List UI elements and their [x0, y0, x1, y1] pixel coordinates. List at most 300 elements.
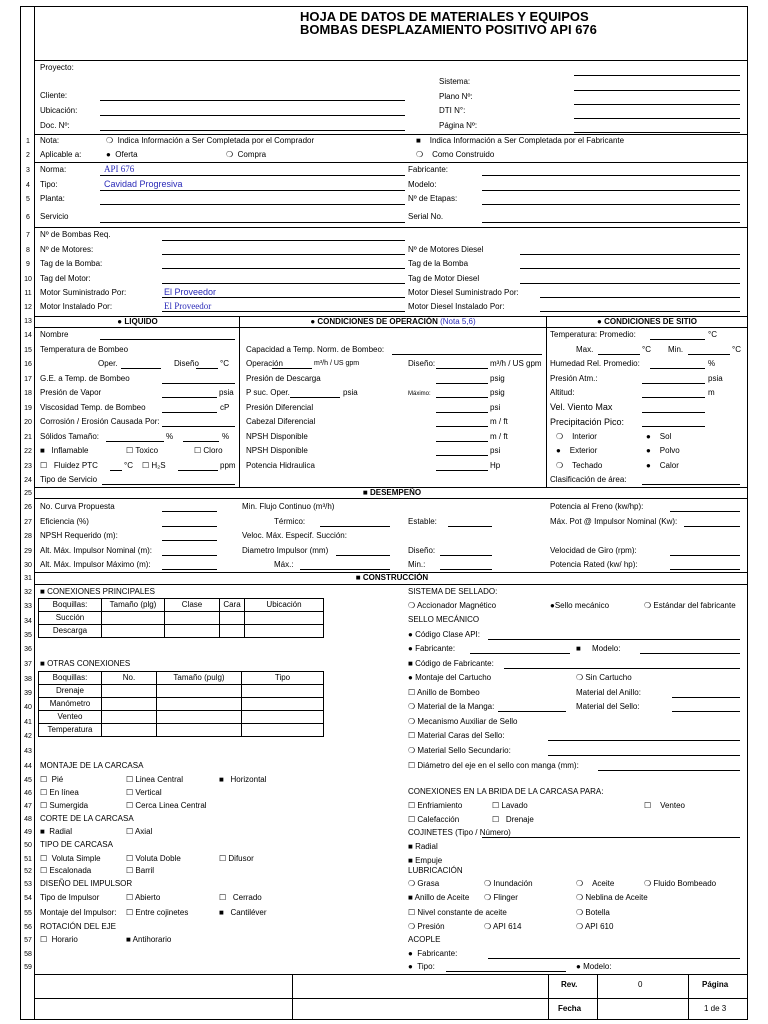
diametro-field[interactable] — [598, 770, 740, 771]
open-circle-icon: ❍ — [408, 922, 416, 931]
linea-central-option[interactable]: ☐ Linea Central — [126, 775, 183, 784]
table-cell[interactable] — [242, 685, 324, 698]
npsh-label: NPSH Disponible — [246, 432, 308, 441]
venteo-option[interactable]: ☐ Venteo — [644, 801, 685, 810]
filled-circle-icon: ● — [646, 446, 651, 455]
modelo-sello-field[interactable] — [640, 653, 740, 654]
table-cell[interactable] — [245, 625, 324, 638]
en-linea-option[interactable]: ☐ En línea — [40, 788, 79, 797]
open-circle-icon: ❍ — [644, 879, 652, 888]
degc-unit-3: °C — [708, 330, 717, 339]
cerca-option[interactable]: ☐ Cerca Linea Central — [126, 801, 207, 810]
filled-square-icon: ■ — [408, 893, 413, 902]
lavado-option[interactable]: ☐ Lavado — [492, 801, 528, 810]
table-cell[interactable] — [157, 685, 242, 698]
escalonada-option[interactable]: ☐ Escalonada — [40, 866, 92, 875]
fabricante-field[interactable] — [482, 175, 740, 176]
table-cell[interactable] — [102, 711, 157, 724]
line-number: 1 — [26, 138, 30, 145]
termico-field[interactable] — [320, 526, 390, 527]
precip-field[interactable] — [642, 426, 705, 427]
motor-sum-label: Motor Suministrado Por: — [40, 288, 127, 297]
table-cell[interactable] — [220, 612, 245, 625]
min-label: Min. — [668, 345, 684, 354]
tag-motor-diesel-label: Tag de Motor Diesel — [408, 274, 480, 283]
diseno-op-field[interactable] — [436, 368, 488, 369]
construido-option[interactable]: ❍ Como Construido — [416, 150, 495, 159]
checkbox-icon: ☐ — [40, 801, 48, 810]
enfriamiento-option[interactable]: ☐ Enfriamiento — [408, 801, 463, 810]
table-cell[interactable] — [157, 698, 242, 711]
pct-unit-2: % — [222, 432, 230, 441]
table-cell[interactable] — [102, 685, 157, 698]
line-number: 42 — [24, 733, 32, 740]
modelo-label: Modelo: — [408, 180, 437, 189]
pct-unit-3: % — [708, 359, 716, 368]
codigo-clase-field[interactable] — [488, 639, 740, 640]
patm-field[interactable] — [642, 383, 705, 384]
acople-label: ACOPLE — [408, 935, 441, 944]
line-number: 35 — [24, 632, 32, 639]
voluta-simple-option[interactable]: ☐ Voluta Simple — [40, 854, 101, 863]
checkbox-icon: ☐ — [408, 801, 416, 810]
table-cell[interactable] — [245, 612, 324, 625]
tag-motor-field[interactable] — [162, 283, 405, 284]
npshr-field[interactable] — [162, 540, 217, 541]
diseno-des-field[interactable] — [440, 555, 492, 556]
checkbox-icon: ☐ — [126, 866, 134, 875]
line-number: 15 — [24, 347, 32, 354]
capacidad-field[interactable] — [392, 354, 542, 355]
pdesc-label: Presión de Descarga — [246, 374, 321, 383]
norma-value[interactable]: API 676 — [104, 164, 135, 174]
temp-sitio-label: Temperatura: Promedio: — [550, 330, 636, 339]
cerrado-option[interactable]: ☐ Cerrado — [219, 893, 262, 902]
table-row — [39, 625, 324, 638]
cod-fab-field[interactable] — [504, 668, 740, 669]
calor-option[interactable]: ● Calor — [646, 461, 679, 470]
corr-field[interactable] — [162, 426, 235, 427]
mft-unit-2: m / ft — [490, 432, 508, 441]
techado-option[interactable]: ❍ Techado — [556, 461, 603, 470]
cp-unit: cP — [220, 403, 230, 412]
doc-label: Doc. Nº: — [40, 121, 70, 130]
temp-sitio-field[interactable] — [650, 339, 705, 340]
neblina-option[interactable]: ❍ Neblina de Aceite — [576, 893, 648, 902]
col-header: Boquillas: — [39, 599, 102, 612]
secundario-option[interactable]: ❍ Material Sello Secundario: — [408, 746, 511, 755]
checkbox-icon: ☐ — [40, 775, 48, 784]
tipo-value[interactable]: Cavidad Progresiva — [104, 179, 183, 189]
solidos-field-2[interactable] — [183, 441, 219, 442]
min-des-field[interactable] — [440, 569, 492, 570]
line-number: 34 — [24, 618, 32, 625]
etapas-field[interactable] — [482, 204, 740, 205]
alt-nom-label: Alt. Máx. Impulsor Nominal (m): — [40, 546, 153, 555]
tag-bomba-field[interactable] — [162, 268, 405, 269]
cabezal-field[interactable] — [436, 426, 488, 427]
psia-unit: psia — [219, 388, 234, 397]
pct-unit: % — [166, 432, 174, 441]
npsh-field[interactable] — [436, 441, 488, 442]
flinger-option[interactable]: ❍ Flinger — [484, 893, 518, 902]
cliente-label: Cliente: — [40, 91, 68, 100]
horizontal-option[interactable]: ■ Horizontal — [219, 775, 267, 784]
inflamable-option[interactable]: ■ Inflamable — [40, 446, 89, 455]
checkbox-icon: ☐ — [492, 801, 500, 810]
diseno-des-label: Diseño: — [408, 546, 436, 555]
capacidad-label: Capacidad a Temp. Norm. de Bombeo: — [246, 345, 385, 354]
filled-circle-icon: ● — [646, 432, 651, 441]
cantilever-option[interactable]: ■ Cantiléver — [219, 908, 267, 917]
page-count: 1 de 3 — [704, 1004, 727, 1013]
checkbox-icon: ☐ — [40, 866, 48, 875]
line-number: 29 — [24, 548, 32, 555]
checkbox-icon: ☐ — [126, 788, 134, 797]
antihorario-option[interactable]: ■ Antihorario — [126, 935, 172, 944]
line-number: 55 — [24, 910, 32, 917]
hp-unit: Hp — [490, 461, 501, 470]
polvo-option[interactable]: ● Polvo — [646, 446, 680, 455]
psig-unit-2: psig — [490, 388, 505, 397]
checkbox-icon: ☐ — [194, 446, 202, 455]
sin-cart-option[interactable]: ❍ Sin Cartucho — [576, 673, 632, 682]
cojinetes-label: COJINETES (Tipo / Número) — [408, 828, 511, 837]
entre-option[interactable]: ☐ Entre cojinetes — [126, 908, 189, 917]
line-number: 43 — [24, 748, 32, 755]
horario-option[interactable]: ☐ Horario — [40, 935, 78, 944]
oferta-option[interactable]: ● Oferta — [106, 150, 138, 159]
sol-option[interactable]: ● Sol — [646, 432, 672, 441]
fabricante-sello-label: ● Fabricante: — [408, 644, 456, 653]
fluido-option[interactable]: ❍ Fluido Bombeado — [644, 879, 717, 888]
fluidez-option[interactable]: ☐ Fluidez PTC — [40, 461, 98, 470]
modelo-field[interactable] — [482, 190, 740, 191]
col-header: Tipo — [242, 672, 324, 685]
proyecto-label: Proyecto: — [40, 63, 74, 72]
planta-label: Planta: — [40, 194, 65, 203]
voluta-doble-option[interactable]: ☐ Voluta Doble — [126, 854, 181, 863]
col-header: No. — [102, 672, 157, 685]
pvap-field[interactable] — [162, 397, 217, 398]
pot-freno-field[interactable] — [670, 511, 740, 512]
vertical-option[interactable]: ☐ Vertical — [126, 788, 162, 797]
motor-inst-label: Motor Instalado Por: — [40, 302, 113, 311]
efic-label: Eficiencia (%) — [40, 517, 89, 526]
drenaje-option[interactable]: ☐ Drenaje — [492, 815, 534, 824]
checkbox-icon: ☐ — [40, 788, 48, 797]
filled-square-icon: ■ — [408, 856, 413, 865]
viento-field[interactable] — [642, 412, 705, 413]
hum-label: Humedad Rel. Promedio: — [550, 359, 640, 368]
table-header-row — [39, 599, 324, 612]
fab2-label: ● Fabricante: — [408, 949, 458, 958]
open-circle-icon: ❍ — [226, 150, 234, 159]
pot-label: Potencia Hidraulica — [246, 461, 315, 470]
npsh2-field[interactable] — [436, 455, 488, 456]
diam-field[interactable] — [336, 555, 390, 556]
table-cell[interactable] — [102, 698, 157, 711]
pdesc-field[interactable] — [436, 383, 488, 384]
aceite-option[interactable]: ❍ Aceite — [576, 879, 615, 888]
footer-col — [688, 974, 689, 1020]
giro-field[interactable] — [670, 555, 740, 556]
h2s-field[interactable] — [178, 470, 218, 471]
section-construccion: ■ CONSTRUCCIÓN — [355, 573, 429, 582]
estandar-option[interactable]: ❍ Estándar del fabricante — [644, 601, 736, 610]
alt-field[interactable] — [642, 397, 705, 398]
checkbox-icon: ☐ — [126, 908, 134, 917]
motor-inst-value[interactable]: El Proveedor — [164, 301, 212, 311]
checkbox-icon: ☐ — [126, 446, 134, 455]
tipo-label: Tipo: — [40, 180, 58, 189]
row-label: Venteo — [39, 711, 102, 724]
alt-nom-field[interactable] — [162, 555, 217, 556]
line-number: 41 — [24, 719, 32, 726]
planta-field[interactable] — [100, 204, 405, 205]
mat-sello-label: Material del Sello: — [576, 702, 640, 711]
table-cell[interactable] — [220, 625, 245, 638]
line-number: 6 — [26, 214, 30, 221]
line-number: 52 — [24, 868, 32, 875]
pie-option[interactable]: ☐ Pié — [40, 775, 64, 784]
filled-square-icon: ■ — [219, 908, 224, 917]
dti-label: DTI N°: — [439, 106, 466, 115]
checkbox-icon: ☐ — [644, 801, 652, 810]
line-number: 44 — [24, 763, 32, 770]
motores-field[interactable] — [162, 254, 405, 255]
bombas-label: Nº de Bombas Req. — [40, 230, 111, 239]
api614-option[interactable]: ❍ API 614 — [484, 922, 522, 931]
fabricante-sello-field[interactable] — [470, 653, 570, 654]
ge-label: G.E. a Temp. de Bombeo — [40, 374, 130, 383]
mat-sello-field[interactable] — [672, 711, 740, 712]
motor-sum-value[interactable]: El Proveedor — [164, 287, 217, 297]
visc-field[interactable] — [162, 412, 217, 413]
sumergida-option[interactable]: ☐ Sumergida — [40, 801, 89, 810]
radial-coj-option[interactable]: ■ Radial — [408, 842, 438, 851]
clasif-label: Clasificación de área: — [550, 475, 627, 484]
plano-field[interactable] — [574, 104, 740, 105]
open-circle-icon: ❍ — [408, 746, 416, 755]
filled-circle-icon: ● — [550, 601, 555, 610]
pdif-label: Presión Diferencial — [246, 403, 314, 412]
filled-square-icon: ■ — [40, 827, 45, 836]
dti-field[interactable] — [574, 118, 740, 119]
clasif-field[interactable] — [642, 484, 740, 485]
col-header: Tamaño (plg) — [102, 599, 165, 612]
max-field[interactable] — [598, 354, 640, 355]
mat-anillo-field[interactable] — [672, 697, 740, 698]
open-circle-icon: ❍ — [106, 136, 114, 145]
curva-field[interactable] — [162, 511, 217, 512]
mat-manga-option[interactable]: ❍ Material de la Manga: — [408, 702, 495, 711]
min-field[interactable] — [688, 354, 730, 355]
interior-option[interactable]: ❍ Interior — [556, 432, 597, 441]
table-cell[interactable] — [157, 711, 242, 724]
conex-princ-label: ■ CONEXIONES PRINCIPALES — [40, 587, 155, 596]
open-circle-icon: ❍ — [408, 601, 416, 610]
empuje-option[interactable]: ■ Empuje — [408, 856, 443, 865]
open-circle-icon: ❍ — [484, 893, 492, 902]
degc-unit-5: °C — [732, 345, 741, 354]
table-cell[interactable] — [165, 612, 220, 625]
fab2-field[interactable] — [488, 958, 740, 959]
table-row — [39, 724, 324, 737]
checkbox-icon: ☐ — [408, 688, 416, 697]
calefaccion-option[interactable]: ☐ Calefacción — [408, 815, 460, 824]
anillo-option[interactable]: ☐ Anillo de Bombeo — [408, 688, 480, 697]
visc-label: Viscosidad Temp. de Bombeo — [40, 403, 146, 412]
botella-option[interactable]: ❍ Botella — [576, 908, 610, 917]
corr-label: Corrosión / Erosión Causada Por: — [40, 417, 160, 426]
motores-diesel-field[interactable] — [520, 254, 740, 255]
caras-field[interactable] — [548, 740, 740, 741]
pvap-label: Presión de Vapor — [40, 388, 102, 397]
nivel-option[interactable]: ☐ Nivel constante de aceite — [408, 908, 507, 917]
hum-field[interactable] — [650, 368, 705, 369]
maximo-field[interactable] — [436, 397, 488, 398]
sistema-field-top[interactable] — [574, 75, 740, 76]
diseno-imp-label: DISEÑO DEL IMPULSOR — [40, 879, 133, 888]
diesel-inst-field[interactable] — [540, 311, 740, 312]
patm-label: Presión Atm.: — [550, 374, 598, 383]
operacion-field[interactable] — [272, 368, 312, 369]
montaje-cart-option[interactable]: ● Montaje del Cartucho — [408, 673, 492, 682]
accionador-option[interactable]: ❍ Accionador Magnético — [408, 601, 497, 610]
mat-manga-field[interactable] — [498, 711, 566, 712]
otras-conex-label: ■ OTRAS CONEXIONES — [40, 659, 131, 668]
diametro-option[interactable]: ☐ Diámetro del eje en el sello con manga (mm): — [408, 761, 579, 770]
table-cell[interactable] — [242, 711, 324, 724]
line-number: 54 — [24, 895, 32, 902]
table-cell[interactable] — [242, 698, 324, 711]
max-des-label: Máx.: — [274, 560, 294, 569]
pot-field[interactable] — [436, 470, 488, 471]
line-number: 21 — [24, 434, 32, 441]
psuc-label: P suc. Oper. — [246, 388, 290, 397]
abierto-option[interactable]: ☐ Abierto — [126, 893, 161, 902]
col-header: Cara — [220, 599, 245, 612]
bombas-field[interactable] — [162, 240, 405, 241]
anillo-aceite-option[interactable]: ■ Anillo de Aceite — [408, 893, 470, 902]
filled-circle-icon: ● — [556, 446, 561, 455]
max-pot-field[interactable] — [684, 526, 740, 527]
presion-option[interactable]: ❍ Presión — [408, 922, 445, 931]
oper-field[interactable] — [121, 368, 161, 369]
estable-field[interactable] — [448, 526, 492, 527]
line-number: 37 — [24, 661, 32, 668]
ubicacion-field[interactable] — [100, 115, 405, 116]
filled-circle-icon: ● — [408, 949, 413, 958]
servicio-field[interactable] — [100, 222, 405, 223]
diseno-op-label: Diseño: — [408, 359, 436, 368]
table-cell[interactable] — [242, 724, 324, 737]
difusor-option[interactable]: ☐ Difusor — [219, 854, 254, 863]
barril-option[interactable]: ☐ Barril — [126, 866, 155, 875]
table-row — [39, 711, 324, 724]
montaje-label: MONTAJE DE LA CARCASA — [40, 761, 144, 770]
filled-square-icon: ■ — [40, 446, 45, 455]
secundario-field[interactable] — [548, 755, 740, 756]
exterior-option[interactable]: ● Exterior — [556, 446, 598, 455]
caras-option[interactable]: ☐ Material Caras del Sello: — [408, 731, 505, 740]
inundacion-option[interactable]: ❍ Inundación — [484, 879, 533, 888]
m3h-unit: m³/h / US gpm — [314, 360, 360, 367]
m-unit: m — [708, 388, 715, 397]
h2s-option[interactable]: ☐ H₂S — [142, 461, 166, 470]
psuc-field[interactable] — [290, 397, 340, 398]
pot-freno-label: Potencia al Freno (kw/hp): — [550, 502, 644, 511]
open-circle-icon: ❍ — [484, 879, 492, 888]
checkbox-icon: ☐ — [408, 815, 416, 824]
ge-field[interactable] — [162, 383, 235, 384]
divider — [34, 974, 748, 975]
corte-label: CORTE DE LA CARCASA — [40, 814, 134, 823]
serial-field[interactable] — [482, 222, 740, 223]
line-number: 33 — [24, 603, 32, 610]
table-cell[interactable] — [165, 625, 220, 638]
radial-option[interactable]: ■ Radial — [40, 827, 72, 836]
grasa-option[interactable]: ❍ Grasa — [408, 879, 440, 888]
tipo-acople-field[interactable] — [446, 971, 566, 972]
axial-option[interactable]: ☐ Axial — [126, 827, 153, 836]
motor-sum-field — [162, 297, 405, 298]
divider — [34, 327, 748, 328]
table-cell[interactable] — [102, 724, 157, 737]
cloro-option[interactable]: ☐ Cloro — [194, 446, 223, 455]
cojinetes-field[interactable] — [482, 837, 740, 838]
pdif-field[interactable] — [436, 412, 488, 413]
fluidez-field[interactable] — [110, 470, 122, 471]
npsh2-label: NPSH Disponible — [246, 446, 308, 455]
line-number: 12 — [24, 304, 32, 311]
efic-field[interactable] — [162, 526, 217, 527]
tipo-serv-field[interactable] — [102, 484, 235, 485]
open-circle-icon: ❍ — [576, 879, 584, 888]
pagina-field[interactable] — [574, 132, 740, 133]
cliente-field[interactable] — [100, 100, 405, 101]
compra-option[interactable]: ❍ Compra — [226, 150, 267, 159]
api610-option[interactable]: ❍ API 610 — [576, 922, 614, 931]
line-number: 25 — [24, 490, 32, 497]
tag-motor-diesel-field[interactable] — [520, 283, 740, 284]
toxico-option[interactable]: ☐ Toxico — [126, 446, 159, 455]
solidos-field[interactable] — [106, 441, 164, 442]
comprador-note: ❍ Indica Información a Ser Completada por el Comprador — [106, 136, 315, 145]
pot-rated-field[interactable] — [670, 569, 740, 570]
line-number: 58 — [24, 951, 32, 958]
table-cell[interactable] — [102, 625, 165, 638]
checkbox-icon: ☐ — [408, 761, 416, 770]
norma-label: Norma: — [40, 165, 67, 174]
alt-max-field[interactable] — [162, 569, 217, 570]
tag-bomba2-field[interactable] — [520, 268, 740, 269]
line-number: 38 — [24, 676, 32, 683]
sello-mec-option[interactable]: ●Sello mecánico — [550, 601, 610, 610]
liq-nombre-field[interactable] — [100, 339, 235, 340]
table-cell[interactable] — [157, 724, 242, 737]
footer-col — [292, 974, 293, 1020]
max-des-field[interactable] — [300, 569, 390, 570]
mecanismo-option[interactable]: ❍ Mecanismo Auxiliar de Sello — [408, 717, 518, 726]
diesel-sum-field[interactable] — [540, 297, 740, 298]
line-number: 46 — [24, 790, 32, 797]
table-cell[interactable] — [102, 612, 165, 625]
sistema-field[interactable] — [574, 90, 740, 91]
diseno-field[interactable] — [196, 368, 218, 369]
doc-field[interactable] — [100, 130, 405, 131]
